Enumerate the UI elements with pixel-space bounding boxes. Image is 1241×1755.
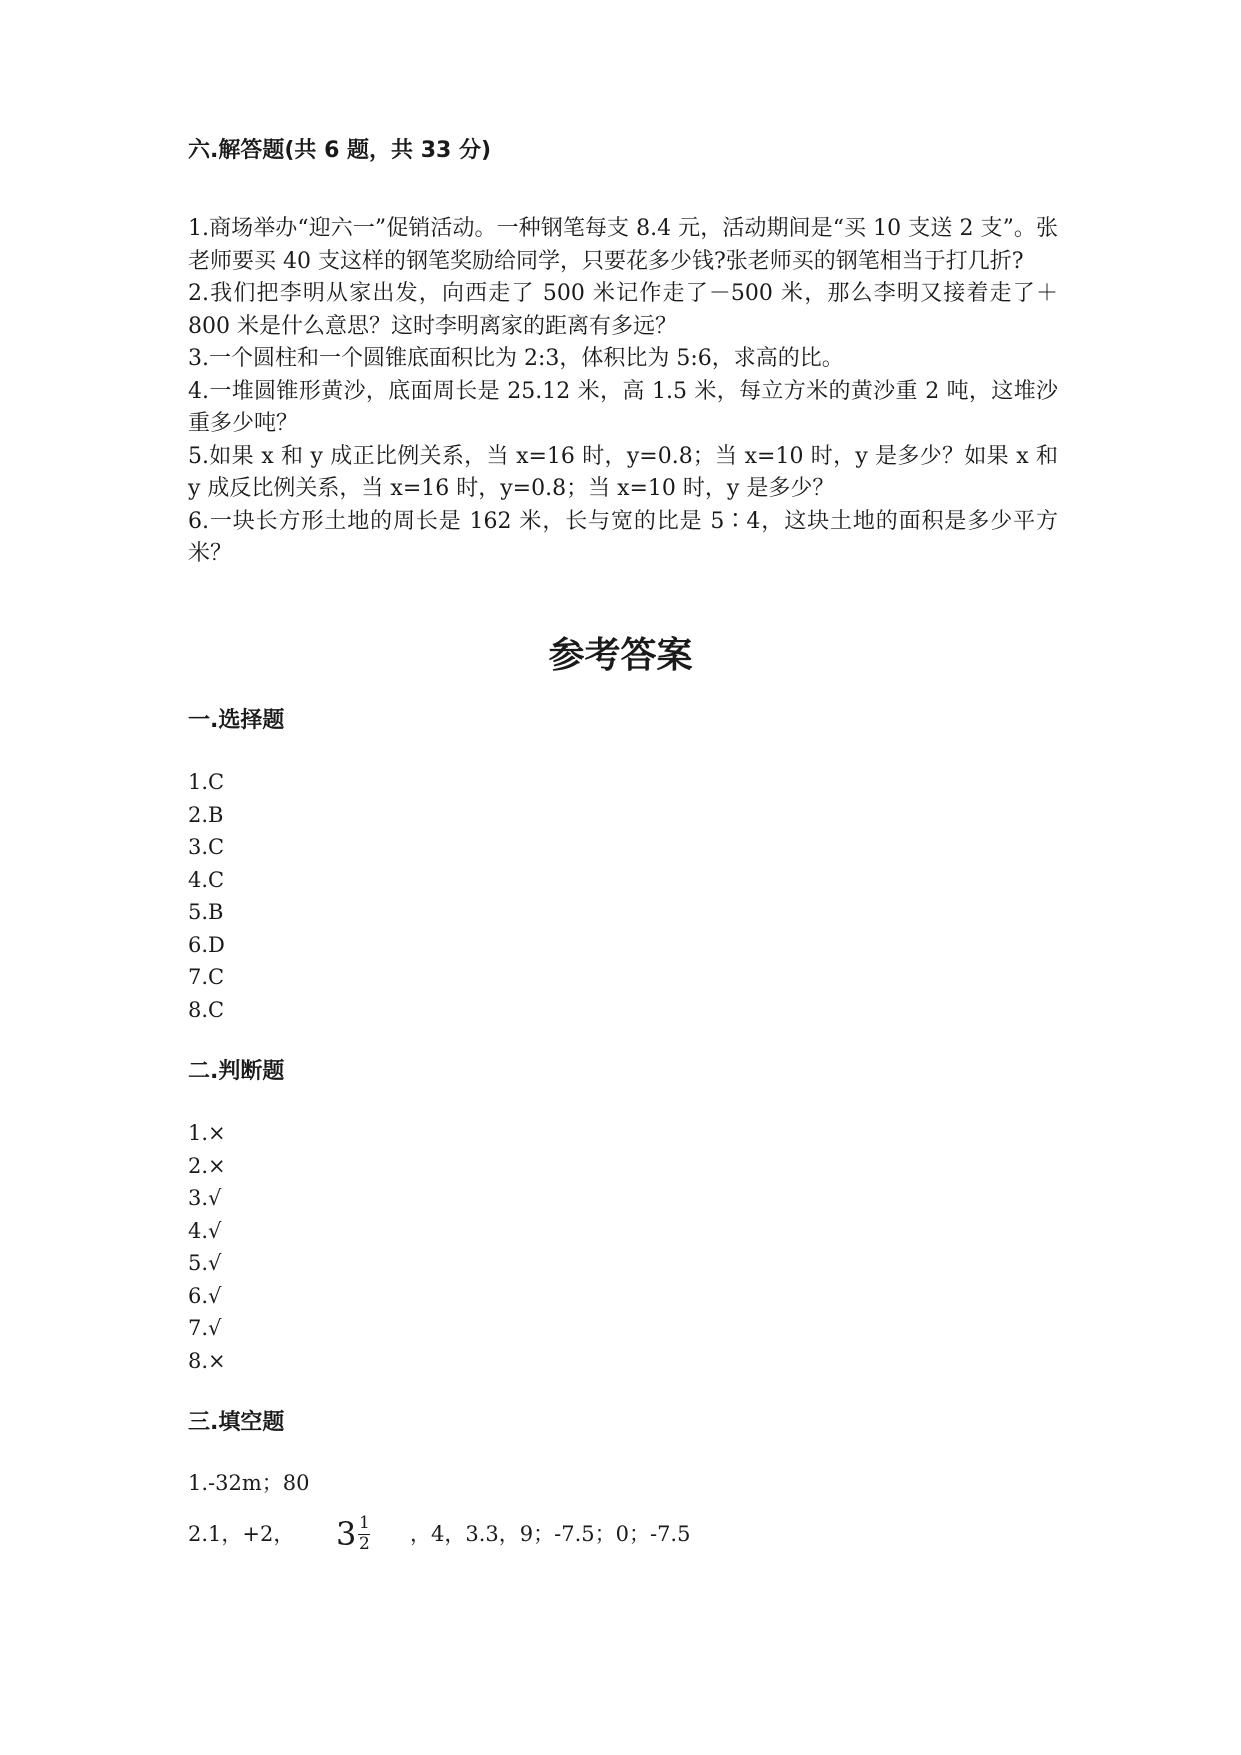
question-item: 6.一块长方形土地的周长是 162 米，长与宽的比是 5∶4，这块土地的面积是多少平方米？ <box>188 508 1058 566</box>
answer-item: 7.√ <box>188 1316 222 1340</box>
answer-item: 6.√ <box>188 1283 222 1308</box>
answer-item: 1.C <box>188 770 225 794</box>
fill-answer-item-1: 1.-32m；80 <box>188 1471 310 1495</box>
section-heading-choice: 一.选择题 <box>188 708 285 733</box>
answer-item: 5.B <box>188 900 224 924</box>
answer-item: 8.C <box>188 997 225 1022</box>
fill-answer-item-2-prefix: 2.1，+2， <box>188 1522 295 1546</box>
section-heading-judge: 二.判断题 <box>188 1059 285 1084</box>
answer-item: 5.√ <box>188 1251 222 1275</box>
question-item: 5.如果 x 和 y 成正比例关系，当 x=16 时，y=0.8；当 x=10 时，y 是多少？如果 x 和 y 成反比例关系，当 x=16 时，y=0.8；当 x=10 时，y 是多少？ <box>188 443 1058 501</box>
question-item: 2.我们把李明从家出发，向西走了 500 米记作走了－500 米，那么李明又接着走了＋800 米是什么意思？这时李明离家的距离有多远？ <box>188 281 1058 339</box>
judge-answer-list <box>188 1117 226 1377</box>
answer-item: 4.√ <box>188 1218 222 1243</box>
fraction-denominator: 2 <box>359 1534 370 1554</box>
question-item: 3.一个圆柱和一个圆锥底面积比为 2:3，体积比为 5:6，求高的比。 <box>188 346 844 371</box>
answer-item: 1.× <box>188 1121 226 1145</box>
question-item: 1.商场举办“迎六一”促销活动。一种钢笔每支 8.4 元，活动期间是“买 10 支送 2 支”。张老师要买 40 支这样的钢笔奖励给同学，只要花多少钱?张老师买的钢笔相当于打几折? <box>188 216 1058 274</box>
answer-item: 2.× <box>188 1153 226 1178</box>
answer-item: 2.B <box>188 802 224 827</box>
answer-item: 3.√ <box>188 1186 222 1210</box>
mixed-fraction <box>336 1512 382 1556</box>
fraction-numerator: 1 <box>359 1513 370 1533</box>
answer-item: 7.C <box>188 965 225 989</box>
section-heading-fill: 三.填空题 <box>188 1410 285 1435</box>
answer-item: 4.C <box>188 867 225 892</box>
question-item: 4.一堆圆锥形黄沙，底面周长是 25.12 米，高 1.5 米，每立方米的黄沙重 2 吨，这堆沙重多少吨？ <box>188 378 1058 436</box>
fraction-whole: 3 <box>336 1515 357 1553</box>
fill-answer-item-2-suffix: ，4，3.3，9；-7.5；0；-7.5 <box>410 1522 691 1546</box>
choice-answer-list <box>188 766 225 1026</box>
section-heading-part6: 六.解答题(共 6 题，共 33 分) <box>188 138 492 163</box>
answer-item: 3.C <box>188 835 225 859</box>
answer-item: 8.× <box>188 1348 226 1373</box>
question-list <box>188 213 1058 571</box>
answer-key-title: 参考答案 <box>548 635 693 676</box>
answer-item: 6.D <box>188 932 225 957</box>
